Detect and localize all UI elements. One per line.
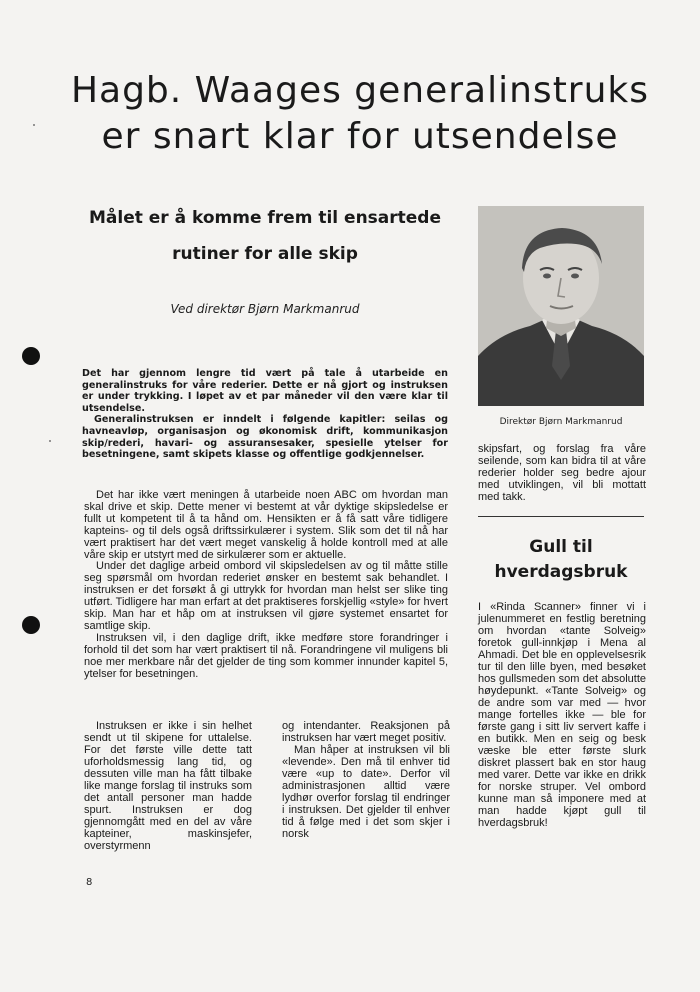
binder-hole xyxy=(22,347,40,365)
intro-paragraph: Det har gjennom lengre tid vært på tale å utarbeide en generalinstruks for våre rederier. Dette er nå gjort og instruksen er under trykking. I løpet av et par måneder vil den være klar til utsendelse. xyxy=(82,368,448,414)
byline: Ved direktør Bjørn Markmanrud xyxy=(170,302,360,316)
headline-line-1: Hagb. Waages generalinstruks xyxy=(70,70,650,111)
column-paragraph: Instruksen er ikke i sin helhet sendt ut til skipene for uttalelse. For det første ville dette tatt uforholdsmessig lang tid, og dessuten ville man ha fått tilbake like mange forslag til instruks som det antall personer man hadde spurt. Instruksen er dog gjennomgått med en del av våre kapteiner, maskinsjefer, overstyrmenn xyxy=(84,720,252,852)
portrait-illustration xyxy=(478,206,644,406)
divider xyxy=(478,516,644,517)
subheadline-line-2: rutiner for alle skip xyxy=(172,244,358,264)
column-paragraph: og intendanter. Reaksjonen på instruksen har vært meget positiv. xyxy=(282,720,450,744)
box-title-line-1: Gull til xyxy=(529,537,593,557)
box-article xyxy=(478,601,646,829)
headline xyxy=(40,68,680,160)
article-body xyxy=(84,490,448,681)
article-column-left xyxy=(84,720,252,852)
body-paragraph: Under det daglige arbeid ombord vil skipsledelsen av og til måtte stille seg spørsmål om hvordan rederiet ønsker en bestemt sak behandlet. I instruksen er det forsøkt å gi uttrykk for hvordan man helst ser slike ting utført. Tidligere har man erfart at det praktiseres forskjellig «style» for hvert skip. Man har et håp om at instruksen vil gjøre systemet ensartet for samtlige skip. xyxy=(84,560,448,632)
box-title-line-2: hverdagsbruk xyxy=(494,562,628,582)
paper-speck xyxy=(33,124,35,126)
headline-line-2: er snart klar for utsendelse xyxy=(101,116,619,157)
column-paragraph: Man håper at instruksen vil bli «levende». Den må til enhver tid være «up to date». Derfor vil administrasjonen alltid være lydhør overfor forslag til endringer i instruksen. Det gjelder til enhver tid å følge med i det som skjer i norsk xyxy=(282,744,450,840)
subheadline xyxy=(70,200,460,272)
box-title xyxy=(478,535,644,585)
paper-speck xyxy=(49,440,51,442)
column-paragraph: skipsfart, og forslag fra våre seilende, som kan bidra til at våre rederier holder seg bedre ajour med utviklingen, vil bli mottatt med takk. xyxy=(478,443,646,503)
body-paragraph: Instruksen vil, i den daglige drift, ikke medføre store forandringer i forhold til det som har vært praktisert til nå. Forandringene vil muligens bli noe mer merkbare når det gjelder de ting som kommer innunder kapitel 5, ytelser for besetningen. xyxy=(84,631,448,680)
intro-paragraph: Generalinstruksen er inndelt i følgende kapitler: seilas og havneavløp, organisasjon og økonomisk drift, kommunikasjon skip/rederi, havari- og assuransesaker, spesielle ytelser for besetningene, samt skipets klasse og offentlige godkjennelser. xyxy=(82,414,448,461)
photo-caption: Direktør Bjørn Markmanrud xyxy=(499,417,623,427)
intro-paragraphs xyxy=(82,368,448,461)
body-paragraph: Det har ikke vært meningen å utarbeide noen ABC om hvordan man skal drive et skip. Dette mener vi bestemt at vår dyktige skipsledelse er fullt ut kompetent til å ta hånd om. Hensikten er å få satt våre tidligere kapteins- og til dels også driftssirkulærer i system. Slik som det til nå har vært praktisert har det vært meget vanskelig å holde kontroll med at alle våre skip er utstyrt med de sirkulærer som er aktuelle. xyxy=(84,489,448,561)
page-number: 8 xyxy=(86,877,93,888)
article-column-middle xyxy=(282,720,450,840)
box-paragraph: I «Rinda Scanner» finner vi i julenummeret en festlig beretning om hvordan «tante Solveig» foretok gull-innkjøp i Mena al Ahmadi. Det ble en opplevelsesrik tur til den lille byen, med besøket hos gullsmeden som det absolutte høydepunkt. «Tante Solveig» og de andre som var med — hvor mange fortelles ikke — ble for første gang i sitt liv servert kaffe i en butikk. Men en seig og besk væske ble etter første slurk diskret plassert bak en stor haug med varer. Dette var ikke en drikk for norske struper. Vel ombord kunne man så imponere med at man hadde kjøpt gull til hverdagsbruk! xyxy=(478,601,646,829)
portrait-photo xyxy=(478,206,644,406)
binder-hole xyxy=(22,616,40,634)
article-column-right xyxy=(478,443,646,503)
subheadline-line-1: Målet er å komme frem til ensartede xyxy=(88,208,442,228)
